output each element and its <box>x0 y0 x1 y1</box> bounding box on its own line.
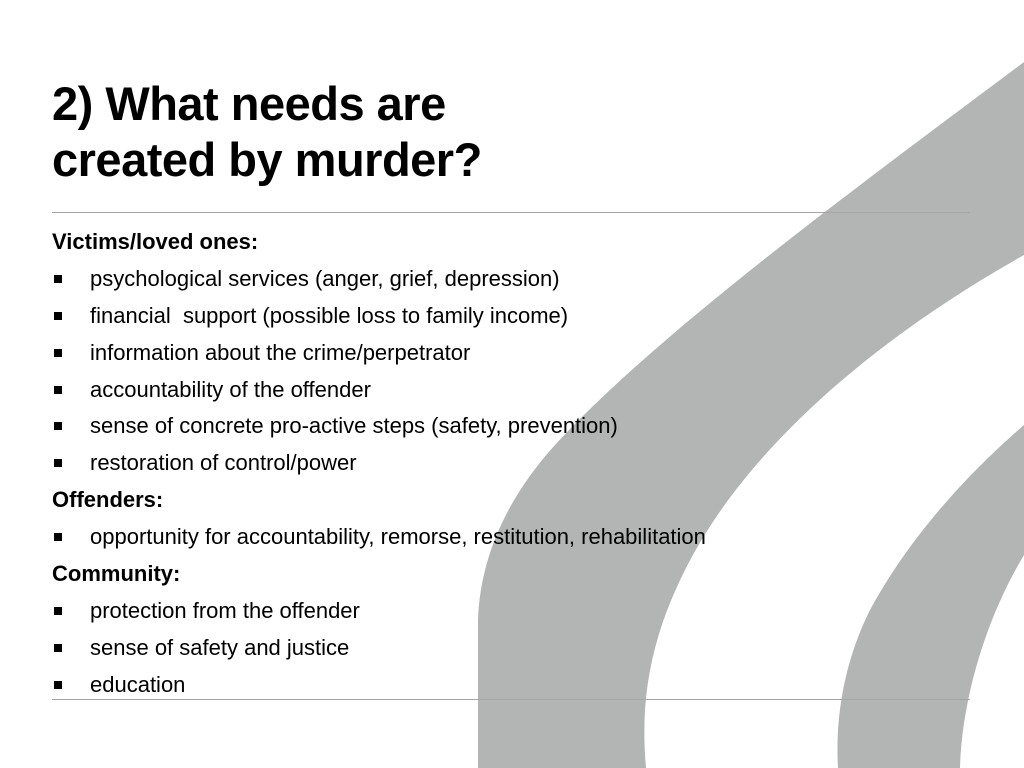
square-bullet-icon <box>54 349 62 357</box>
square-bullet-icon <box>54 644 62 652</box>
square-bullet-icon <box>54 607 62 615</box>
section-heading-community: Community: <box>52 561 181 587</box>
square-bullet-icon <box>54 459 62 467</box>
list-item-text: financial support (possible loss to family income) <box>90 302 569 328</box>
section-heading-offenders: Offenders: <box>52 487 164 513</box>
content-list <box>52 224 952 704</box>
list-item <box>52 335 952 372</box>
list-item-text: opportunity for accountability, remorse, restitution, rehabilitation <box>90 524 706 550</box>
list-item-text: protection from the offender <box>90 597 360 623</box>
list-item <box>52 408 952 445</box>
list-item <box>52 519 952 556</box>
list-item-text: psychological services (anger, grief, depression) <box>90 265 560 291</box>
list-item <box>52 298 952 335</box>
list-item-text: restoration of control/power <box>90 450 357 476</box>
list-item-text: sense of safety and justice <box>90 634 350 660</box>
list-item <box>52 372 952 409</box>
square-bullet-icon <box>54 533 62 541</box>
square-bullet-icon <box>54 386 62 394</box>
slide-title-line-1: 2) What needs are <box>52 77 446 130</box>
slide-title <box>52 76 752 188</box>
square-bullet-icon <box>54 422 62 430</box>
list-item-text: accountability of the offender <box>90 376 371 402</box>
list-item <box>52 593 952 630</box>
top-divider <box>52 212 970 213</box>
list-item <box>52 630 952 667</box>
list-item <box>52 445 952 482</box>
list-item <box>52 261 952 298</box>
section-heading-victims: Victims/loved ones: <box>52 229 259 254</box>
list-item-text: information about the crime/perpetrator <box>90 339 471 365</box>
bottom-divider <box>52 699 970 700</box>
slide-title-line-2: created by murder? <box>52 133 482 186</box>
square-bullet-icon <box>54 275 62 283</box>
list-item-text: education <box>90 671 186 697</box>
list-item-text: sense of concrete pro-active steps (safety, prevention) <box>90 413 618 439</box>
square-bullet-icon <box>54 312 62 320</box>
square-bullet-icon <box>54 681 62 689</box>
